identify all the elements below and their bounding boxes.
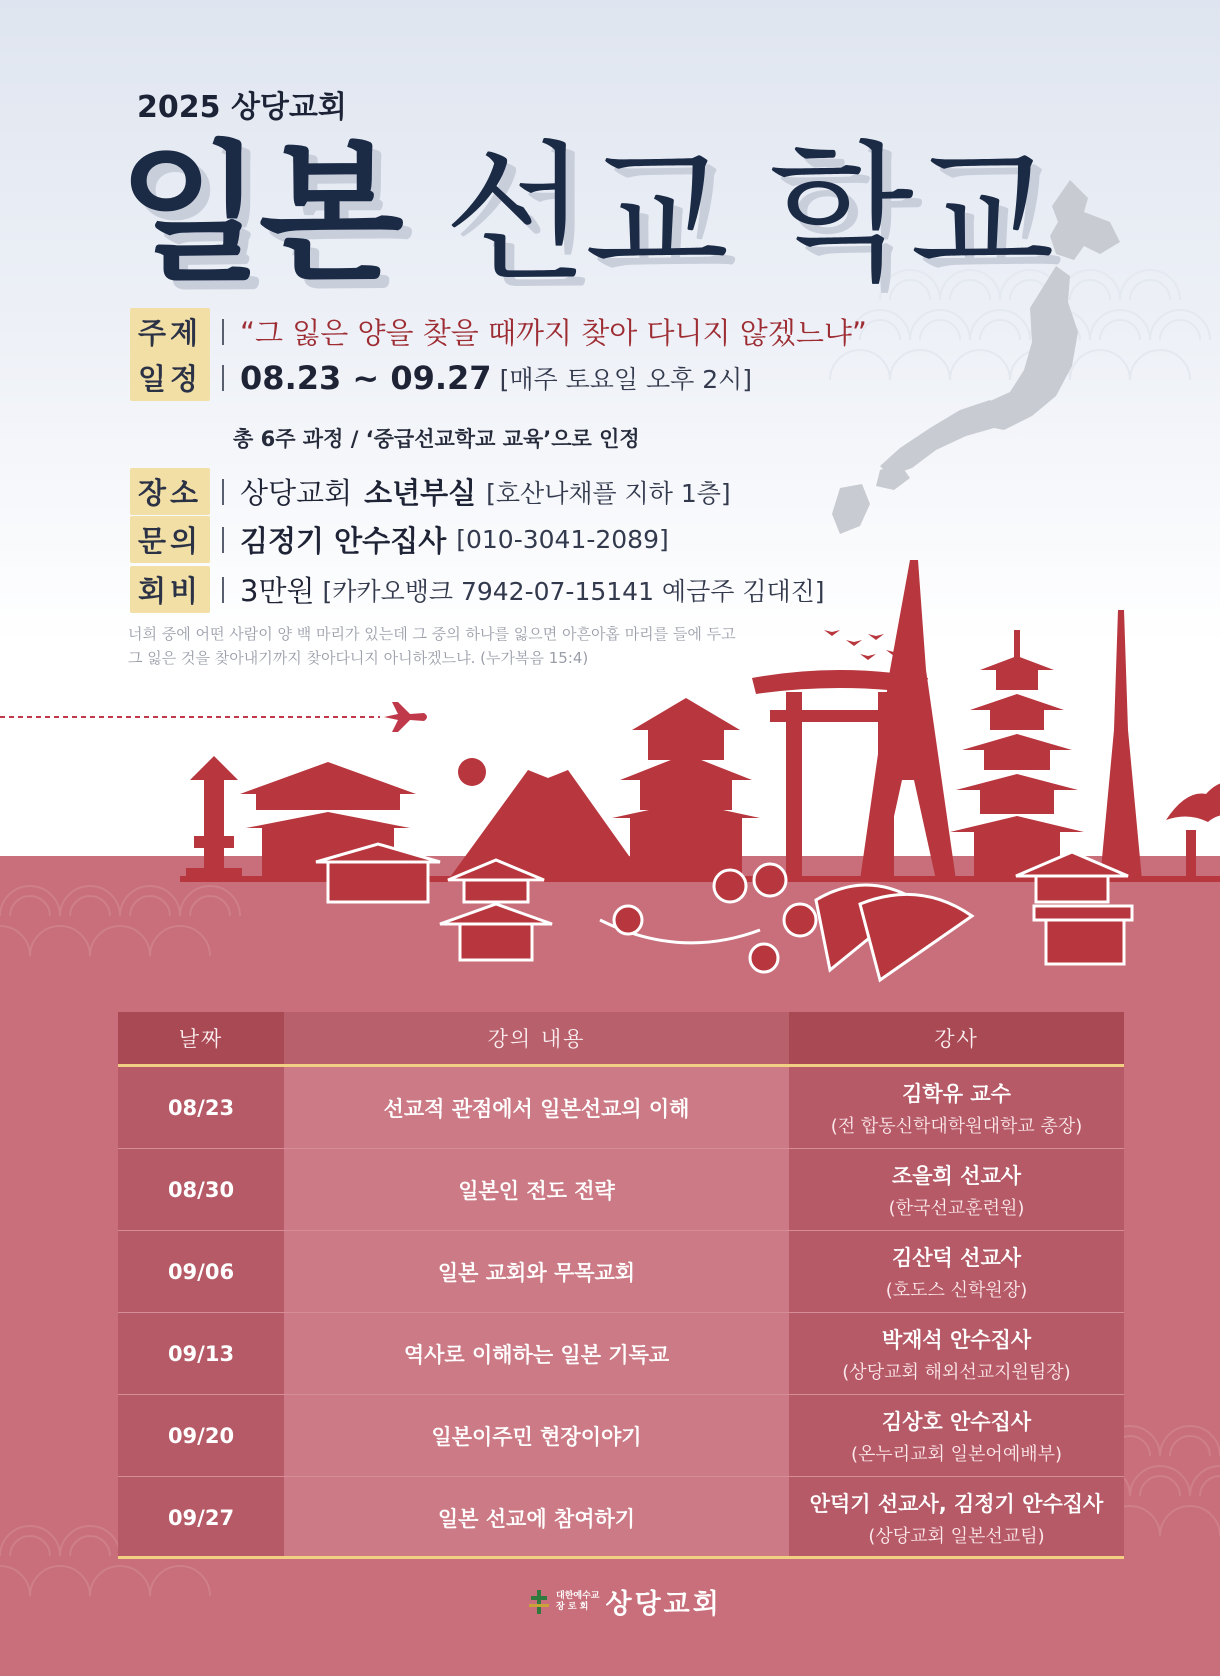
year-church-heading: 2025 상당교회 — [137, 90, 347, 125]
row-role: (온누리교회 일본어예배부) — [850, 1443, 1063, 1465]
schedule-row — [130, 354, 752, 401]
row-lecturer-cell — [789, 1067, 1124, 1148]
row-role: (상당교회 일본선교팀) — [868, 1525, 1045, 1547]
schedule-dates: 08.23 ~ 09.27 — [240, 358, 492, 397]
row-lecturer-cell — [789, 1395, 1124, 1476]
theme-text: “그 잃은 양을 찾을 때까지 찾아 다니지 않겠느냐” — [240, 316, 867, 350]
row-lecturer: 김학유 교수 — [902, 1081, 1011, 1106]
foreground-landmarks-icon — [0, 840, 1232, 1000]
row-date: 09/06 — [118, 1231, 284, 1312]
row-date: 08/23 — [118, 1067, 284, 1148]
table-header — [118, 1012, 1124, 1067]
schedule-badge: 일정 — [130, 354, 210, 401]
verse-line-2: 그 잃은 것을 찾아내기까지 찾아다니지 아니하겠느냐. (누가복음 15:4) — [128, 649, 589, 667]
row-date: 09/20 — [118, 1395, 284, 1476]
right-edge — [1220, 0, 1232, 1676]
theme-row — [130, 308, 867, 355]
row-topic: 역사로 이해하는 일본 기독교 — [284, 1313, 789, 1394]
row-date: 08/30 — [118, 1149, 284, 1230]
table-row — [118, 1477, 1124, 1558]
denomination-line-2: 장 로 회 — [556, 1601, 589, 1612]
row-lecturer-cell — [789, 1477, 1124, 1558]
divider — [222, 319, 224, 345]
row-topic: 일본 교회와 무목교회 — [284, 1231, 789, 1312]
place-detail: [호산나채플 지하 1층] — [486, 478, 731, 508]
denomination-text — [556, 1591, 599, 1613]
fee-amount: 3만원 — [240, 574, 315, 608]
schedule-sub: 총 6주 과정 / ‘중급선교학교 교육’으로 인정 — [233, 427, 640, 451]
row-lecturer: 김산덕 선교사 — [891, 1245, 1022, 1270]
row-lecturer-cell — [789, 1313, 1124, 1394]
table-row — [118, 1149, 1124, 1231]
row-role: (호도스 신학원장) — [885, 1279, 1028, 1301]
table-row — [118, 1231, 1124, 1313]
fee-badge: 회비 — [130, 566, 210, 613]
place-room: 소년부실 — [364, 476, 477, 510]
header-topic: 강의 내용 — [284, 1012, 789, 1064]
church-name: 상당교회 — [605, 1589, 722, 1620]
schedule-table — [118, 1012, 1124, 1558]
header-lecturer: 강사 — [789, 1012, 1124, 1064]
contact-phone: [010-3041-2089] — [456, 525, 669, 554]
row-topic: 일본이주민 현장이야기 — [284, 1395, 789, 1476]
main-title-bold: 일본 — [118, 128, 400, 302]
church-logo — [528, 1582, 722, 1621]
main-title-light: 선교 학교 — [443, 128, 1051, 302]
contact-badge: 문의 — [130, 516, 210, 563]
row-date: 09/13 — [118, 1313, 284, 1394]
row-role: (한국선교훈련원) — [888, 1197, 1025, 1219]
church-logo-icon — [528, 1590, 550, 1614]
row-lecturer: 안덕기 선교사, 김정기 안수집사 — [809, 1491, 1104, 1516]
row-lecturer: 박재석 안수집사 — [881, 1327, 1032, 1352]
fee-detail: [카카오뱅크 7942-07-15141 예금주 김대진] — [322, 576, 825, 606]
row-topic: 일본인 전도 전략 — [284, 1149, 789, 1230]
row-role: (상당교회 해외선교지원팀장) — [842, 1361, 1071, 1383]
table-row — [118, 1313, 1124, 1395]
row-lecturer-cell — [789, 1231, 1124, 1312]
denomination-line-1: 대한예수교 — [556, 1590, 600, 1601]
row-lecturer-cell — [789, 1149, 1124, 1230]
row-lecturer: 김상호 안수집사 — [881, 1409, 1032, 1434]
table-row — [118, 1395, 1124, 1477]
main-title — [118, 130, 1051, 300]
table-bottom-rule — [118, 1556, 1124, 1559]
contact-name: 김정기 안수집사 — [240, 524, 447, 558]
row-lecturer: 조을희 선교사 — [891, 1163, 1022, 1188]
divider — [222, 365, 224, 391]
header-date: 날짜 — [118, 1012, 284, 1064]
row-date: 09/27 — [118, 1477, 284, 1558]
table-row — [118, 1067, 1124, 1149]
verse-line-1: 너희 중에 어떤 사람이 양 백 마리가 있는데 그 중의 하나를 잃으면 아흔아홉 마리를 들에 두고 — [128, 625, 736, 643]
row-topic: 선교적 관점에서 일본선교의 이해 — [284, 1067, 789, 1148]
divider — [222, 479, 224, 505]
place-badge: 장소 — [130, 468, 210, 515]
theme-badge: 주제 — [130, 308, 210, 355]
schedule-detail: [매주 토요일 오후 2시] — [499, 364, 753, 394]
row-role: (전 합동신학대학원대학교 총장) — [830, 1115, 1083, 1137]
row-topic: 일본 선교에 참여하기 — [284, 1477, 789, 1558]
divider — [222, 527, 224, 553]
place-row — [130, 468, 731, 515]
place-church: 상당교회 — [240, 476, 353, 510]
